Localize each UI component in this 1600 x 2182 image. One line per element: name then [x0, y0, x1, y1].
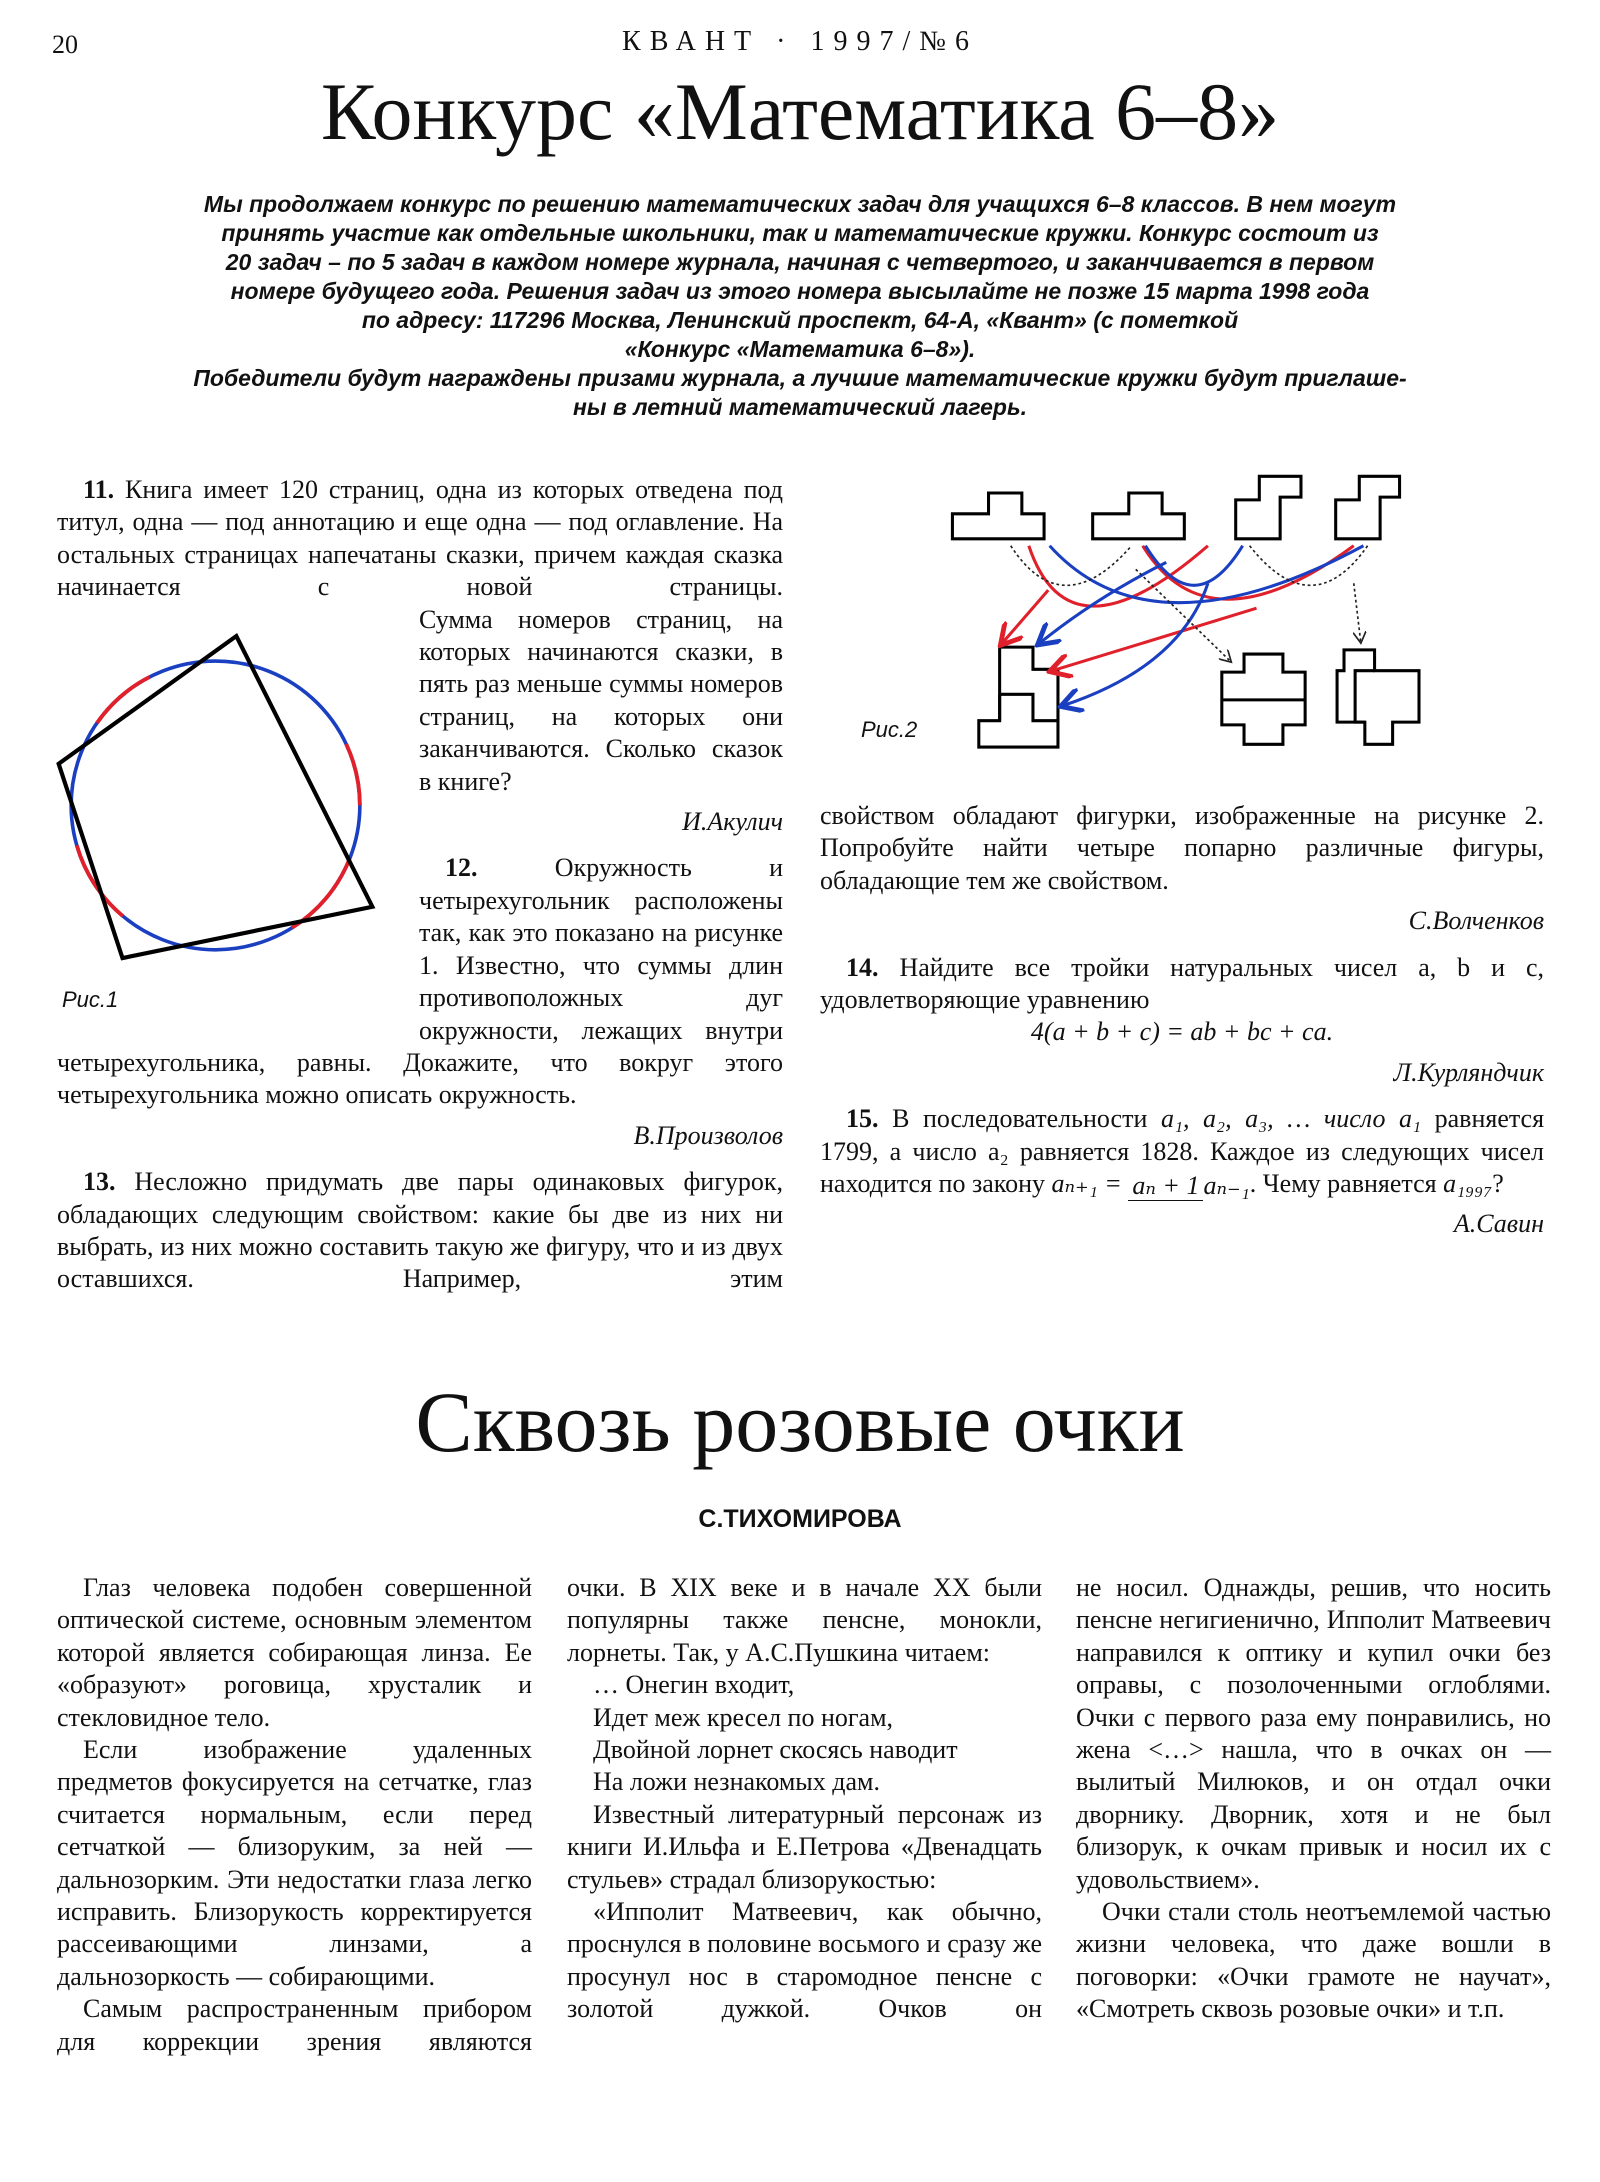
intro-line: номере будущего года. Решения задач из этого номера высылайте не позже 15 марта 1998 года [230, 278, 1370, 304]
t-shape [1093, 493, 1185, 539]
paragraph: Глаз человека подобен совершенной оптической системе, основным элементом которой является собирающая линза. Ее «образуют» роговица, хрусталик и стекловидное тело. [57, 1573, 532, 1732]
figure-1-caption: Рис.1 [62, 987, 119, 1012]
poem-line: На ложи незнакомых дам. [593, 1767, 880, 1797]
paragraph: Очки стали столь неотъемлемой частью жизни человека, что даже вошли в поговорки: «Очки грамоте не научат», «Смотреть сквозь розовые очки» и т.п. [1076, 1897, 1551, 2024]
problem-text: . Чему равняется [1249, 1169, 1437, 1199]
article-title: Сквозь розовые очки [415, 1374, 1185, 1470]
intro-line: «Конкурс «Математика 6–8»). [624, 336, 976, 362]
recurrence-lhs: aₙ₊₁ = [1051, 1169, 1122, 1199]
contest-intro [120, 190, 1480, 422]
page-number: 20 [52, 30, 78, 59]
intro-line: Мы продолжаем конкурс по решению математических задач для учащихся 6–8 классов. В нем могут [203, 191, 1397, 217]
combined-shape-left [979, 647, 1058, 747]
paragraph: «Ипполит Матвеевич, как обычно, проснулся в половине восьмого и сразу же просунул нос в старомодное пенсне с золотой дужкой. Очков он [567, 1897, 1042, 2024]
figure-1-space [57, 604, 419, 1018]
problem-13 [57, 1166, 783, 1296]
problems-right-column [820, 800, 1544, 1255]
poem-line: … Онегин входит, [593, 1670, 795, 1700]
arrow [1354, 583, 1361, 641]
s-shape [1236, 476, 1301, 538]
numerator: aₙ + 1 [1128, 1171, 1203, 1201]
intro-line: Победители будут награждены призами журнала, а лучшие математические кружки будут приглаше- [193, 365, 1407, 391]
recurrence-fraction [1128, 1172, 1249, 1200]
problem-number: 11. [83, 475, 115, 504]
paragraph: не носил. Однажды, решив, что носить пенсне негигиенично, Ипполит Матвеевич направился к оптику и купил очки без оправы, с позолоченными оглоблями. Очки с первого раза ему понравились, но жена <…> нашла, что в очках он — вылитый Милюков, и он отдал очки дворнику. Дворник, хотя и не был близорук, к очкам привык и носил их с удовольствием». [1076, 1573, 1551, 1894]
target-term: a₁₉₉₇ [1443, 1169, 1493, 1199]
paragraph: очки. В XIX веке и в начале XX были популярны также пенсне, монокли, лорнеты. Так, у А.С.Пушкина читаем: [567, 1573, 1042, 1667]
problems-left-column [57, 474, 783, 1296]
sequence: a₁, a₂, a₃, … число a₁ [1160, 1104, 1422, 1134]
problem-number: 15. [846, 1104, 879, 1134]
article-column-2 [567, 1572, 1042, 2026]
running-head: КВАНТ · 1997/№6 [622, 26, 978, 57]
problem-text: ? [1492, 1169, 1504, 1199]
paragraph: Самым распространенным прибором для коррекции зрения являются [57, 1994, 532, 2056]
s-shape [1336, 476, 1400, 538]
problem-author: И.Акулич [682, 807, 783, 837]
intro-line: 20 задач – по 5 задач в каждом номере журнала, начиная с четвертого, и заканчивается в первом [225, 249, 1375, 275]
problem-number: 14. [846, 952, 879, 982]
poem-line: Двойной лорнет скосясь наводит [593, 1735, 958, 1765]
problem-text: Книга имеет 120 страниц, одна из которых отведена под титул, одна — под аннотацию и еще одна — под оглавление. На остальных страницах напечатаны сказки, причем каждая сказка начинается с новой страницы. [57, 475, 784, 602]
problem-author: В.Произволов [633, 1120, 783, 1150]
problem-author: С.Волченков [1408, 906, 1544, 936]
intro-line: ны в летний математический лагерь. [573, 394, 1027, 420]
figure-2-shapes [833, 458, 1444, 764]
combined-shape-right [1337, 650, 1419, 744]
problem-author: А.Савин [1453, 1209, 1544, 1239]
problem-number: 12. [445, 853, 478, 883]
arrow [1002, 590, 1048, 643]
intro-line: по адресу: 117296 Москва, Ленинский проспект, 64-А, «Квант» (с пометкой [361, 307, 1239, 333]
paragraph: Если изображение удаленных предметов фокусируется на сетчатке, глаз считается нормальным, если перед сетчаткой — близоруким, за ней — дальнозорким. Эти недостатки глаза легко исправить. Близорукость корректируется рассеивающими линзами, а дальнозоркость — собирающими. [57, 1735, 532, 1991]
problem-11-continued: Сумма номеров страниц, на которых начинаются сказки, в пять раз меньше суммы номеров страниц, на которых они заканчиваются. Сколько сказок в книге? [419, 604, 783, 796]
t-shape [952, 493, 1044, 539]
problem-text: Найдите все тройки натуральных чисел a, b и c, удовлетворяющие уравнению [820, 952, 1545, 1015]
poem-line: Идет меж кресел по ногам, [593, 1702, 894, 1732]
problem-15 [820, 1103, 1544, 1200]
denominator: aₙ₋₁ [1203, 1171, 1250, 1201]
arrow [1040, 562, 1166, 643]
problem-text: Несложно придумать две пары одинаковых фигурок, обладающих следующим свойством: какие бы две из них ни выбрать, из них можно составить такую же фигуру, что и из двух оставшихся. Например, этим [57, 1167, 783, 1294]
problem-text: Окружность и четырехугольник расположены так, как это показано на рисунке 1. Известно, что суммы длин противоположных дуг окружности, лежащих внутри четырехугольника, равны. Докажите, что вокруг этого четырехугольника можно описать окружность. [57, 853, 784, 1110]
arrow [1052, 608, 1256, 670]
article-author: С.ТИХОМИРОВА [698, 1505, 902, 1533]
problem-number: 13. [83, 1167, 116, 1197]
problem-13-continued: свойством обладают фигурки, изображенные на рисунке 2. Попробуйте найти четыре попарно различные фигуры, обладающие тем же свойством. [820, 801, 1544, 895]
problem-14 [820, 952, 1544, 1017]
problem-text: В последовательности [892, 1104, 1148, 1134]
combined-shape-plus [1222, 654, 1305, 744]
paragraph: Известный литературный персонаж из книги И.Ильфа и Е.Петрова «Двенадцать стульев» страдал близорукостью: [567, 1799, 1042, 1894]
equation: 4(a + b + c) = ab + bc + ca. [1030, 1017, 1334, 1047]
intro-line: принять участие как отдельные школьники, так и математические кружки. Конкурс состоит из [221, 220, 1379, 246]
problem-text: равняется 1799, а число a₂ равняется 1828. Каждое из следующих чисел находится по закону [820, 1104, 1545, 1199]
article-column-3 [1076, 1572, 1551, 2026]
contest-title: Конкурс «Математика 6–8» [320, 66, 1280, 157]
problem-author: Л.Курляндчик [1393, 1057, 1544, 1087]
article-column-1 [57, 1572, 532, 2058]
figure-2-caption: Рис.2 [861, 717, 918, 742]
problem-11 [57, 474, 783, 604]
